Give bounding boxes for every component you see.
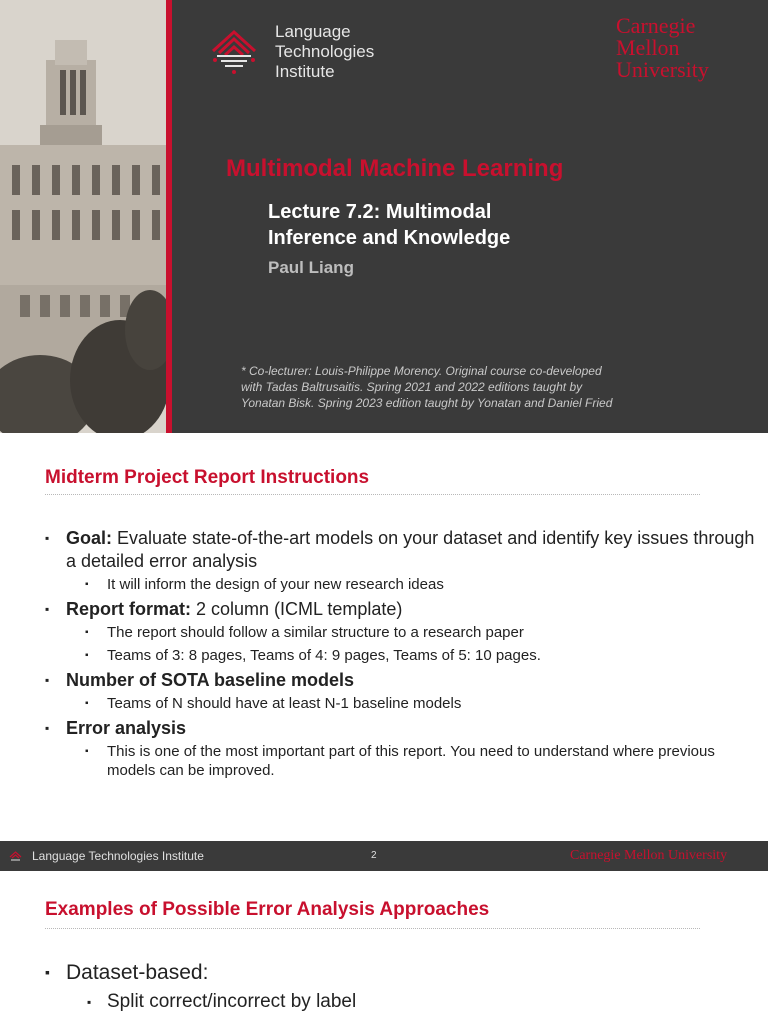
sub-bullet: ▪ Teams of N should have at least N-1 baseline models — [45, 694, 760, 713]
footer-institute-b: Technologies Institute — [88, 849, 204, 863]
institute-line: Language — [275, 22, 351, 41]
title-slide — [0, 0, 768, 433]
lti-logo-icon — [203, 20, 265, 82]
footer-institute-a: Language — [32, 849, 86, 863]
bullet-text: Evaluate state-of-the-art models on your dataset and identify key issues through a detailed error analysis — [66, 528, 755, 571]
slide-footer — [0, 841, 768, 871]
course-title: Multimodal Machine Learning — [226, 155, 564, 182]
speaker-name: Paul Liang — [268, 258, 354, 277]
lecture-title — [268, 199, 598, 251]
bullet-label: Goal: — [66, 528, 113, 548]
bullet-report-format — [45, 598, 760, 621]
footnote-line: Yonatan Bisk. Spring 2023 edition taught by Yonatan and Daniel Fried — [241, 396, 613, 410]
institute-line: Technologies — [275, 42, 375, 61]
instructions-slide — [0, 433, 768, 841]
sub-bullet: ▪ This is one of the most important part of this report. You need to understand where previous models can be improved. — [45, 742, 760, 780]
bullet-error-analysis — [45, 717, 760, 740]
bullet-dataset-based: ▪ Dataset-based: — [45, 959, 760, 986]
bullet-goal — [45, 527, 760, 573]
university-wordmark — [616, 15, 709, 81]
institute-line: Institute — [275, 62, 335, 81]
footer-institute — [32, 849, 204, 863]
campus-building-photo — [0, 0, 166, 433]
slide-title: Midterm Project Report Instructions — [45, 467, 370, 488]
lecture-title-line: Inference and Knowledge — [268, 227, 511, 249]
bullet-label: Error analysis — [66, 718, 187, 738]
slide-title: Examples of Possible Error Analysis Approaches — [45, 899, 490, 920]
sub-bullet: ▪ Split correct/incorrect by label — [45, 990, 760, 1014]
bullet-label: Report format: — [66, 599, 191, 619]
sub-bullet: ▪ It will inform the design of your new research ideas — [45, 575, 760, 594]
bullet-list — [45, 959, 760, 1016]
page-number: 2 — [371, 850, 377, 861]
sub-bullet: ▪ Teams of 3: 8 pages, Teams of 4: 9 pages, Teams of 5: 10 pages. — [45, 646, 760, 665]
sub-bullet: ▪ The report should follow a similar structure to a research paper — [45, 623, 760, 642]
error-analysis-slide — [0, 871, 768, 1024]
red-divider — [166, 0, 172, 433]
footnote-line: with Tadas Baltrusaitis. Spring 2021 and 2022 editions taught by — [241, 380, 583, 394]
institute-name — [275, 22, 374, 82]
lecture-title-line: Lecture 7.2: Multimodal — [268, 201, 492, 223]
title-divider — [45, 928, 700, 929]
co-lecturer-footnote — [241, 363, 612, 411]
footnote-line: * Co-lecturer: Louis-Philippe Morency. Original course co-developed — [241, 364, 602, 378]
bullet-sota-baselines — [45, 669, 760, 692]
university-line: Mellon — [616, 35, 680, 60]
bullet-list — [45, 527, 760, 784]
footer-university: Carnegie Mellon University — [570, 848, 728, 863]
university-line: University — [616, 57, 709, 82]
bullet-text: 2 column (ICML template) — [191, 599, 403, 619]
university-line: Carnegie — [616, 13, 696, 38]
title-divider — [45, 494, 700, 495]
lti-logo-icon — [8, 849, 23, 864]
bullet-label: Number of SOTA baseline models — [66, 670, 355, 690]
